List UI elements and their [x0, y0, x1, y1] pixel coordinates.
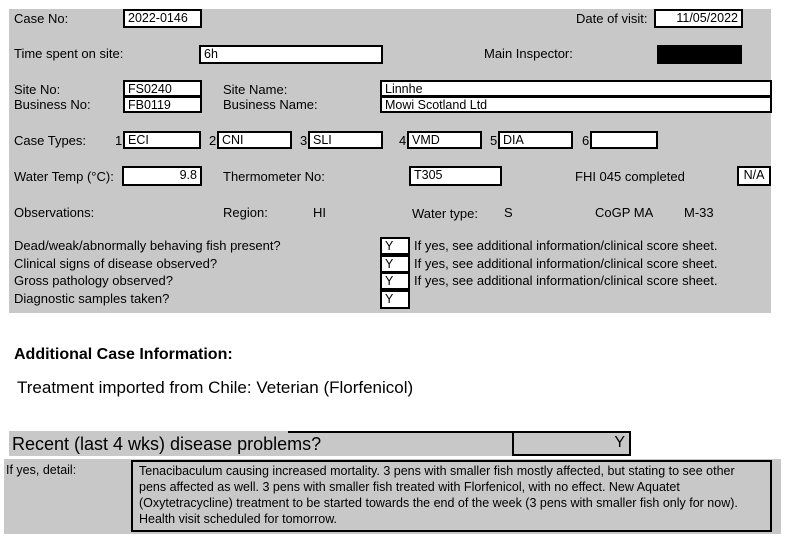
business-no-label: Business No: — [14, 97, 91, 112]
time-label: Time spent on site: — [14, 46, 124, 61]
date-field[interactable]: 11/05/2022 — [654, 9, 743, 28]
date-label: Date of visit: — [576, 11, 648, 26]
inspector-label: Main Inspector: — [484, 46, 573, 61]
case-type-num-2: 2 — [209, 133, 217, 148]
thermometer-label: Thermometer No: — [223, 169, 325, 184]
case-type-num-5: 5 — [490, 133, 498, 148]
detail-label: If yes, detail: — [6, 463, 77, 477]
water-type-label: Water type: — [412, 206, 478, 221]
thermometer-field[interactable]: T305 — [409, 166, 502, 186]
case-type-field-6[interactable] — [590, 131, 658, 149]
fhi-label: FHI 045 completed — [575, 169, 685, 184]
check-question: Dead/weak/abnormally behaving fish present? — [14, 238, 281, 253]
fhi-field[interactable]: N/A — [737, 166, 771, 186]
check-note: If yes, see additional information/clinical score sheet. — [414, 273, 718, 288]
recent-divider — [288, 431, 512, 456]
site-no-field[interactable]: FS0240 — [123, 80, 202, 97]
case-type-field-2[interactable]: CNI — [217, 131, 292, 149]
check-answer-field[interactable]: Y — [380, 290, 410, 309]
water-temp-field[interactable]: 9.8 — [122, 166, 202, 186]
check-answer-field[interactable]: Y — [380, 255, 410, 273]
detail-text[interactable]: Tenacibaculum causing increased mortality. 3 pens with smaller fish mostly affected, but stating to see other pens affected as well. 3 pens with smaller fish treated with Florfenicol, with no effect. New Aquatet (Oxytetracycline) treatment to be started towards the end of the week (3 pens with smaller fish only for now). Health visit scheduled for tomorrow. — [131, 460, 772, 532]
case-no-field[interactable]: 2022-0146 — [123, 9, 202, 28]
region-label: Region: — [223, 205, 268, 220]
case-type-num-3: 3 — [300, 133, 308, 148]
case-type-field-5[interactable]: DIA — [498, 131, 573, 149]
check-answer-field[interactable]: Y — [380, 237, 410, 255]
additional-info-title: Additional Case Information: — [14, 346, 233, 363]
water-type-value: S — [504, 205, 513, 220]
check-question: Gross pathology observed? — [14, 273, 173, 288]
site-name-field[interactable]: Linnhe — [380, 80, 772, 97]
business-name-field[interactable]: Mowi Scotland Ltd — [380, 96, 772, 113]
water-temp-label: Water Temp (°C): — [14, 169, 114, 184]
business-no-field[interactable]: FB0119 — [123, 96, 202, 113]
site-no-label: Site No: — [14, 82, 61, 97]
cogp-value: M-33 — [684, 205, 714, 220]
region-value: HI — [313, 205, 326, 220]
check-question: Diagnostic samples taken? — [14, 291, 170, 306]
case-no-label: Case No: — [14, 11, 69, 26]
case-type-num-1: 1 — [115, 133, 123, 148]
inspector-redacted — [657, 45, 742, 64]
observations-label: Observations: — [14, 205, 95, 220]
case-type-field-4[interactable]: VMD — [407, 131, 482, 149]
check-note: If yes, see additional information/clinical score sheet. — [414, 256, 718, 271]
check-answer-field[interactable]: Y — [380, 272, 410, 290]
recent-label: Recent (last 4 wks) disease problems? — [12, 434, 322, 454]
site-name-label: Site Name: — [223, 82, 288, 97]
case-type-num-4: 4 — [399, 133, 407, 148]
case-type-field-1[interactable]: ECI — [123, 131, 201, 149]
case-type-num-6: 6 — [582, 133, 590, 148]
case-type-field-3[interactable]: SLI — [308, 131, 383, 149]
check-question: Clinical signs of disease observed? — [14, 256, 218, 271]
treatment-text: Treatment imported from Chile: Veterian (Florfenicol) — [17, 378, 414, 397]
business-name-label: Business Name: — [223, 97, 318, 112]
time-field[interactable]: 6h — [199, 45, 383, 64]
recent-answer-field[interactable]: Y — [512, 431, 631, 456]
case-types-label: Case Types: — [14, 133, 87, 148]
check-note: If yes, see additional information/clinical score sheet. — [414, 238, 718, 253]
cogp-label: CoGP MA — [595, 205, 654, 220]
